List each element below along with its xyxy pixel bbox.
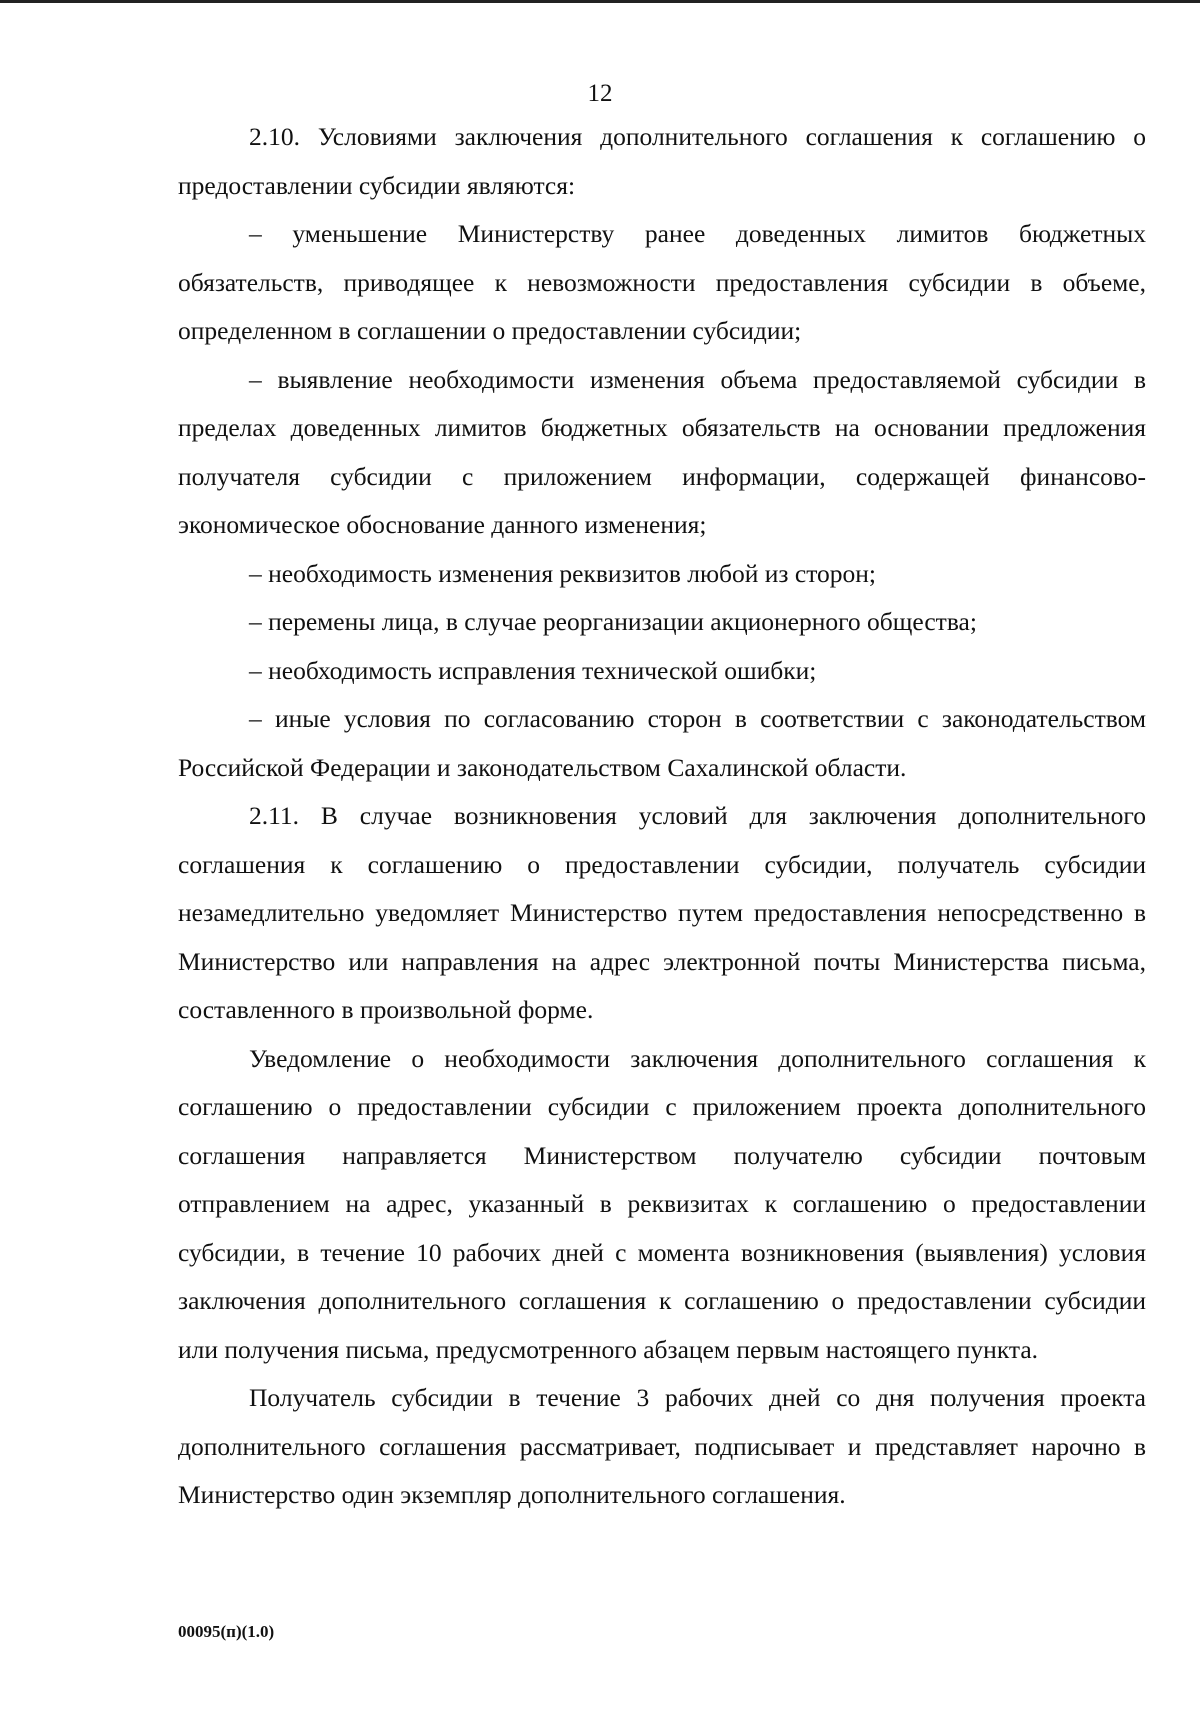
page-number: 12 (587, 80, 613, 107)
list-item-technical-error: – необходимость исправления технической ошибки; (249, 655, 817, 685)
list-item-volume-change: – выявление необходимости изменения объема предоставляемой субсидии в пределах доведенных лимитов бюджетных обязательств на основании предложения получателя субсидии с приложением информации, содержащей финансово-экономическое обоснование данного изменения; (178, 364, 1146, 539)
paragraph-notification: Уведомление о необходимости заключения дополнительного соглашения к соглашению о предоставлении субсидии с приложением проекта дополнительного соглашения направляется Министерством получателю субсидии почтовым отправлением на адрес, указанный в реквизитах к соглашению о предоставлении субсидии, в течение 10 рабочих дней с момента возникновения (выявления) условия заключения дополнительного соглашения к соглашению о предоставлении субсидии или получения письма, предусмотренного абзацем первым настоящего пункта. (178, 1043, 1146, 1364)
list-item-other-conditions: – иные условия по согласованию сторон в соответствии с законодательством Российской Федерации и законодательством Сахалинской области. (178, 704, 1146, 782)
paragraph-2-11: 2.11. В случае возникновения условий для заключения дополнительного соглашения к соглашению о предоставлении субсидии, получатель субсидии незамедлительно уведомляет Министерство путем предоставления непосредственно в Министерство или направления на адрес электронной почты Министерства письма, составленного в произвольной форме. (178, 801, 1146, 1024)
paragraph-recipient-signing: Получатель субсидии в течение 3 рабочих дней со дня получения проекта дополнительного соглашения рассматривает, подписывает и представляет нарочно в Министерство один экземпляр дополнительного соглашения. (178, 1383, 1146, 1509)
list-item-reorganization: – перемены лица, в случае реорганизации акционерного общества; (249, 607, 977, 636)
document-body (178, 113, 1146, 1520)
list-item-limits-reduction: – уменьшение Министерству ранее доведенных лимитов бюджетных обязательств, приводящее к невозможности предоставления субсидии в объеме, определенном в соглашении о предоставлении субсидии; (178, 219, 1146, 345)
paragraph-2-10: 2.10. Условиями заключения дополнительного соглашения к соглашению о предоставлении субсидии являются: (178, 122, 1146, 200)
page-top-border (0, 0, 1200, 3)
document-code: 00095(п)(1.0) (178, 1622, 275, 1641)
list-item-requisites-change: – необходимость изменения реквизитов любой из сторон; (249, 558, 876, 588)
